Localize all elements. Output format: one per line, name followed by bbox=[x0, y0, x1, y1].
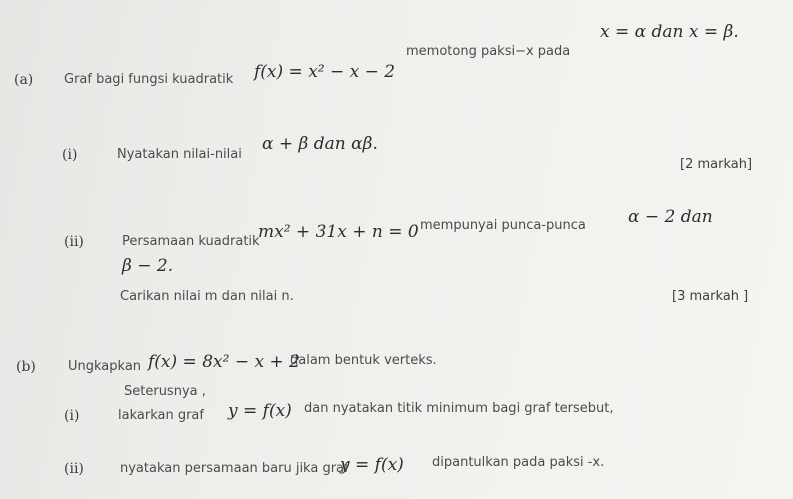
part-b-ii-text2: dipantulkan pada paksi -x. bbox=[432, 455, 605, 470]
part-b-i-text1: lakarkan graf bbox=[118, 408, 204, 423]
part-a-ii-expr1: mx² + 31x + n = 0 bbox=[258, 222, 419, 242]
part-b-ii-expr: y = f(x) bbox=[340, 455, 404, 475]
part-a-label: (a) bbox=[14, 72, 34, 88]
part-a-ii-expr2: α − 2 dan bbox=[628, 207, 713, 227]
part-a-ii-text1: Persamaan kuadratik bbox=[122, 234, 260, 249]
part-b-i-text2: dan nyatakan titik minimum bagi graf tersebut, bbox=[304, 401, 614, 416]
part-a-i-text: Nyatakan nilai-nilai bbox=[117, 147, 242, 162]
part-a-i-marks: [2 markah] bbox=[680, 157, 753, 172]
part-b-label: (b) bbox=[16, 359, 36, 375]
part-a-ii-expr3: β − 2. bbox=[122, 256, 174, 276]
part-b-text1: Ungkapkan bbox=[68, 359, 142, 374]
part-a-intro-text: Graf bagi fungsi kuadratik bbox=[64, 72, 234, 87]
part-b-expr1: f(x) = 8x² − x + 2 bbox=[148, 352, 300, 372]
part-a-roots-expr: x = α dan x = β. bbox=[600, 22, 739, 42]
part-b-i-expr: y = f(x) bbox=[228, 401, 292, 421]
part-b-text3: Seterusnya , bbox=[124, 384, 206, 399]
part-b-ii-text1: nyatakan persamaan baru jika graf bbox=[120, 461, 349, 476]
part-a-ii-marks: [3 markah ] bbox=[672, 289, 749, 304]
part-b-text2: dalam bentuk verteks. bbox=[290, 353, 437, 368]
part-a-ii-label: (ii) bbox=[64, 234, 84, 250]
part-b-ii-label: (ii) bbox=[64, 461, 84, 477]
part-a-ii-text3: Carikan nilai m dan nilai n. bbox=[120, 289, 294, 304]
part-a-ii-text2: mempunyai punca-punca bbox=[420, 218, 586, 233]
part-a-i-label: (i) bbox=[62, 147, 78, 163]
part-a-intercept-text: memotong paksi−x pada bbox=[406, 44, 571, 59]
part-a-i-expr: α + β dan αβ. bbox=[262, 134, 378, 154]
part-a-function-expr: f(x) = x² − x − 2 bbox=[254, 62, 396, 82]
part-b-i-label: (i) bbox=[64, 408, 80, 424]
